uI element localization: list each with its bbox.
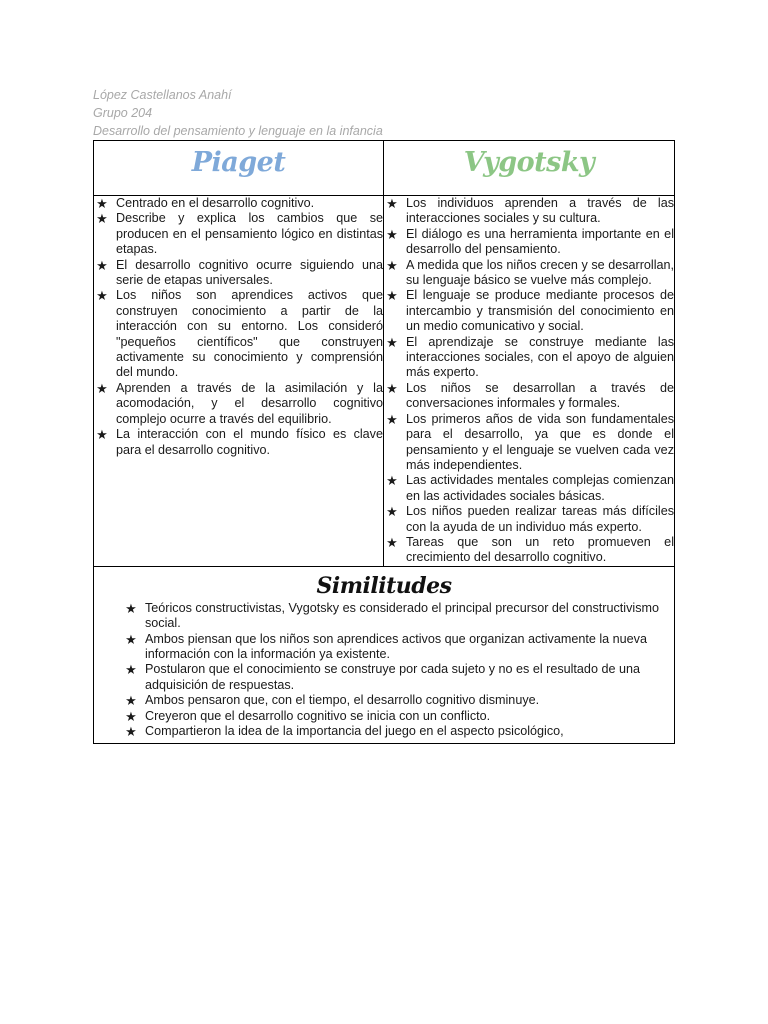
list-item-text: Postularon que el conocimiento se construye por cada sujeto y no es el resultado de una adquisición de respuestas. <box>145 662 640 692</box>
list-item <box>123 724 660 739</box>
list-item-text: Describe y explica los cambios que se producen en el pensamiento lógico en distintas etapas. <box>116 211 383 257</box>
list-item-text: Tareas que son un reto promueven el crecimiento del desarrollo cognitivo. <box>406 534 674 565</box>
document-header <box>93 86 673 140</box>
vygotsky-title: Vygotsky <box>463 147 595 178</box>
star-bullet-icon: ★ <box>125 662 137 678</box>
star-bullet-icon: ★ <box>386 473 398 489</box>
piaget-list <box>94 196 383 458</box>
list-item <box>384 381 674 412</box>
list-item-text: El desarrollo cognitivo ocurre siguiendo una serie de etapas universales. <box>116 257 383 288</box>
star-bullet-icon: ★ <box>96 427 108 443</box>
piaget-title: Piaget <box>191 147 286 178</box>
list-item-text: Los niños se desarrollan a través de conversaciones informales y formales. <box>406 380 674 411</box>
list-item <box>123 662 660 693</box>
star-bullet-icon: ★ <box>386 196 398 211</box>
list-item-text: Teóricos constructivistas, Vygotsky es considerado el principal precursor del constructivismo social. <box>145 600 659 631</box>
list-item-text: Los niños son aprendices activos que construyen conocimiento a partir de la interacción con su entorno. Los consideró "pequeños científicos" que construyen activamente su conocimiento y comprensión del mundo. <box>116 288 383 380</box>
star-bullet-icon: ★ <box>386 380 398 396</box>
list-item-text: El aprendizaje se construye mediante las interacciones sociales, con el apoyo de alguien más experto. <box>406 334 674 380</box>
star-bullet-icon: ★ <box>386 534 398 550</box>
star-bullet-icon: ★ <box>125 631 137 647</box>
list-item-text: A medida que los niños crecen y se desarrollan, su lenguaje básico se vuelve más complejo. <box>406 257 674 288</box>
list-item <box>94 258 383 289</box>
star-bullet-icon: ★ <box>125 724 137 739</box>
list-item <box>123 709 660 724</box>
star-bullet-icon: ★ <box>96 380 108 396</box>
content-row <box>94 196 675 567</box>
comparison-table <box>93 140 675 744</box>
piaget-column <box>94 196 384 567</box>
list-item <box>384 288 674 334</box>
vygotsky-column <box>384 196 675 567</box>
list-item <box>94 381 383 427</box>
document-topic: Desarrollo del pensamiento y lenguaje en la infancia <box>93 124 383 138</box>
star-bullet-icon: ★ <box>125 693 137 709</box>
list-item <box>384 535 674 566</box>
list-item <box>94 288 383 380</box>
title-row <box>94 141 675 196</box>
star-bullet-icon: ★ <box>96 196 108 211</box>
list-item <box>123 601 660 632</box>
similitudes-row <box>94 566 675 744</box>
similitudes-list <box>123 601 660 740</box>
list-item <box>384 473 674 504</box>
star-bullet-icon: ★ <box>96 257 108 273</box>
group-label: Grupo 204 <box>93 106 153 120</box>
star-bullet-icon: ★ <box>386 257 398 273</box>
list-item-text: Las actividades mentales complejas comienzan en las actividades sociales básicas. <box>406 473 674 503</box>
star-bullet-icon: ★ <box>386 288 398 304</box>
star-bullet-icon: ★ <box>125 600 137 616</box>
list-item <box>384 196 674 227</box>
list-item-text: Compartieron la idea de la importancia del juego en el aspecto psicológico, <box>145 724 564 738</box>
list-item <box>384 227 674 258</box>
star-bullet-icon: ★ <box>96 288 108 304</box>
list-item <box>384 412 674 474</box>
list-item-text: Aprenden a través de la asimilación y la acomodación, y el desarrollo cognitivo complejo ocurre a través del equilibrio. <box>116 380 383 426</box>
list-item-text: Creyeron que el desarrollo cognitivo se inicia con un conflicto. <box>145 708 491 723</box>
list-item-text: El diálogo es una herramienta importante en el desarrollo del pensamiento. <box>406 226 674 257</box>
list-item-text: Los primeros años de vida son fundamentales para el desarrollo, ya que es donde el pensamiento y el lenguaje se vuelven cada vez más independientes. <box>406 411 674 472</box>
star-bullet-icon: ★ <box>386 334 398 350</box>
list-item-text: El lenguaje se produce mediante procesos de intercambio y transmisión del conocimiento en un medio comunicativo y social. <box>406 288 674 334</box>
star-bullet-icon: ★ <box>386 411 398 427</box>
list-item-text: La interacción con el mundo físico es clave para el desarrollo cognitivo. <box>116 427 383 457</box>
list-item <box>384 258 674 289</box>
list-item-text: Los niños pueden realizar tareas más difíciles con la ayuda de un individuo más experto. <box>406 504 674 534</box>
list-item <box>384 504 674 535</box>
list-item <box>94 211 383 257</box>
list-item <box>384 335 674 381</box>
star-bullet-icon: ★ <box>386 226 398 242</box>
list-item-text: Los individuos aprenden a través de las interacciones sociales y su cultura. <box>406 196 674 226</box>
star-bullet-icon: ★ <box>96 211 108 227</box>
list-item <box>94 427 383 458</box>
similitudes-cell <box>94 566 675 744</box>
list-item-text: Centrado en el desarrollo cognitivo. <box>116 196 315 210</box>
list-item <box>123 632 660 663</box>
similitudes-title: Similitudes <box>316 572 452 599</box>
star-bullet-icon: ★ <box>125 708 137 724</box>
list-item <box>94 196 383 211</box>
list-item-text: Ambos pensaron que, con el tiempo, el desarrollo cognitivo disminuye. <box>145 693 540 708</box>
list-item <box>123 693 660 708</box>
piaget-title-cell <box>94 141 384 196</box>
list-item-text: Ambos piensan que los niños son aprendices activos que organizan activamente la nueva información con la información ya existente. <box>145 631 647 661</box>
star-bullet-icon: ★ <box>386 504 398 520</box>
author-name: López Castellanos Anahí <box>93 88 232 102</box>
vygotsky-title-cell <box>384 141 675 196</box>
vygotsky-list <box>384 196 674 566</box>
